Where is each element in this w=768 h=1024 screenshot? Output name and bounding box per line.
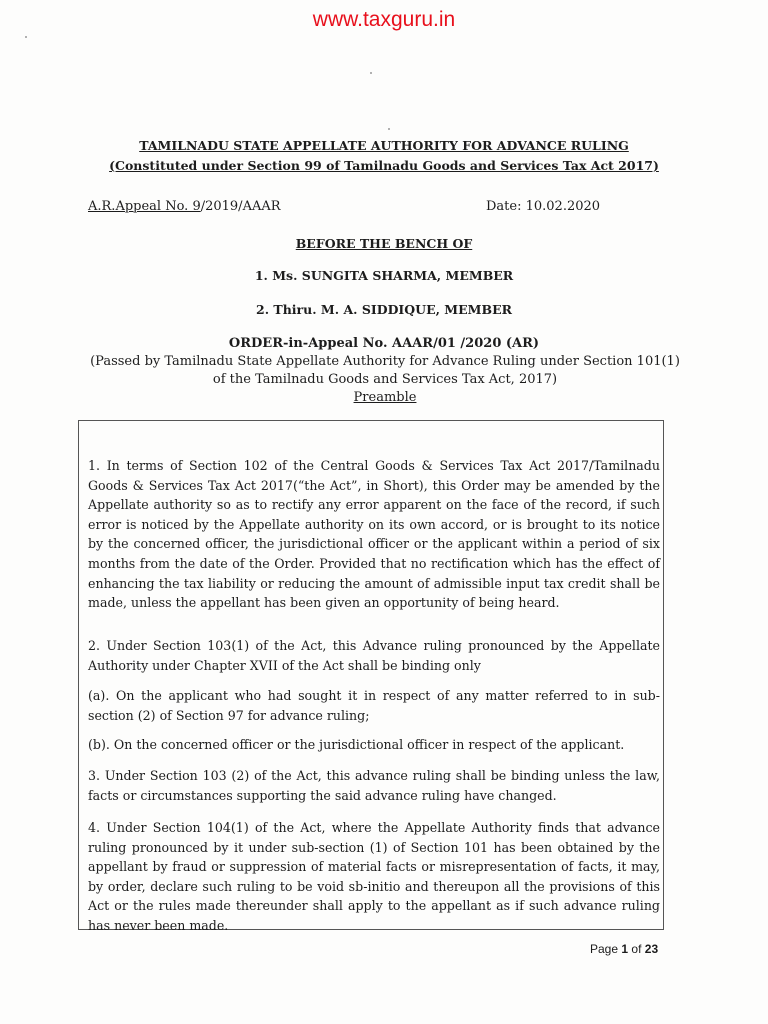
- order-date: Date: 10.02.2020: [486, 199, 601, 214]
- preamble-paragraph-4: 4. Under Section 104(1) of the Act, where the Appellate Authority finds that advance ruling pronounced by it under sub-section (1) of Section 101 has been obtained by the appellant by fraud or suppression of material facts or misrepresentation of facts, it may, by order, declare such ruling to be void sb-initio and thereupon all the provisions of this Act or the rules made thereunder shall apply to the appellant as if such advance ruling has never been made.: [88, 820, 660, 933]
- authority-subtitle: (Constituted under Section 99 of Tamilnadu Goods and Services Tax Act 2017): [109, 158, 659, 173]
- bench-member-1: 1. Ms. SUNGITA SHARMA, MEMBER: [254, 268, 514, 283]
- page-current: 1: [621, 942, 629, 956]
- appeal-number: [88, 199, 281, 214]
- page-total: 23: [644, 942, 659, 956]
- passed-by-text: (Passed by Tamilnadu State Appellate Authority for Advance Ruling under Section 101(1) of the Tamilnadu Goods and Services Tax Act, 2017): [90, 354, 680, 387]
- preamble-heading: Preamble: [353, 390, 417, 405]
- preamble-paragraph-1: 1. In terms of Section 102 of the Central Goods & Services Tax Act 2017/Tamilnadu Goods & Services Tax Act 2017(“the Act”, in Short), this Order may be amended by the Appellate authority so as to rectify any error apparent on the face of the record, if such error is noticed by the Appellate authority on its own accord, or is brought to its notice by the concerned officer, the jurisdictional officer or the applicant within a period of six months from the date of the Order. Provided that no rectification which has the effect of enhancing the tax liability or reducing the amount of admissible input tax credit shall be made, unless the appellant has been given an opportunity of being heard.: [88, 458, 660, 611]
- appeal-number-underlined: A.R.Appeal No. 9: [88, 199, 201, 214]
- scan-speck: [25, 36, 27, 38]
- order-title: ORDER-in-Appeal No. AAAR/01 /2020 (AR): [228, 336, 540, 351]
- watermark-url: www.taxguru.in: [312, 8, 456, 31]
- preamble-paragraph-2a: (a). On the applicant who had sought it in respect of any matter referred to in sub-section (2) of Section 97 for advance ruling;: [88, 688, 660, 723]
- bench-member-2: 2. Thiru. M. A. SIDDIQUE, MEMBER: [256, 302, 512, 317]
- scan-speck: [388, 128, 390, 130]
- authority-title: TAMILNADU STATE APPELLATE AUTHORITY FOR ADVANCE RULING: [139, 138, 629, 153]
- scan-speck: [370, 72, 372, 74]
- preamble-paragraph-2: 2. Under Section 103(1) of the Act, this Advance ruling pronounced by the Appellate Authority under Chapter XVII of the Act shall be binding only: [88, 638, 660, 673]
- bench-heading: BEFORE THE BENCH OF: [295, 236, 473, 251]
- appeal-number-rest: /2019/AAAR: [200, 199, 281, 214]
- preamble-paragraph-3: 3. Under Section 103 (2) of the Act, this advance ruling shall be binding unless the law, facts or circumstances supporting the said advance ruling have changed.: [88, 768, 660, 803]
- preamble-paragraph-2b: (b). On the concerned officer or the jurisdictional officer in respect of the applicant.: [88, 737, 625, 752]
- page-number: [590, 942, 658, 956]
- page-of: of: [631, 942, 642, 956]
- order-passed-by: [90, 353, 680, 407]
- page-label: Page: [590, 942, 619, 956]
